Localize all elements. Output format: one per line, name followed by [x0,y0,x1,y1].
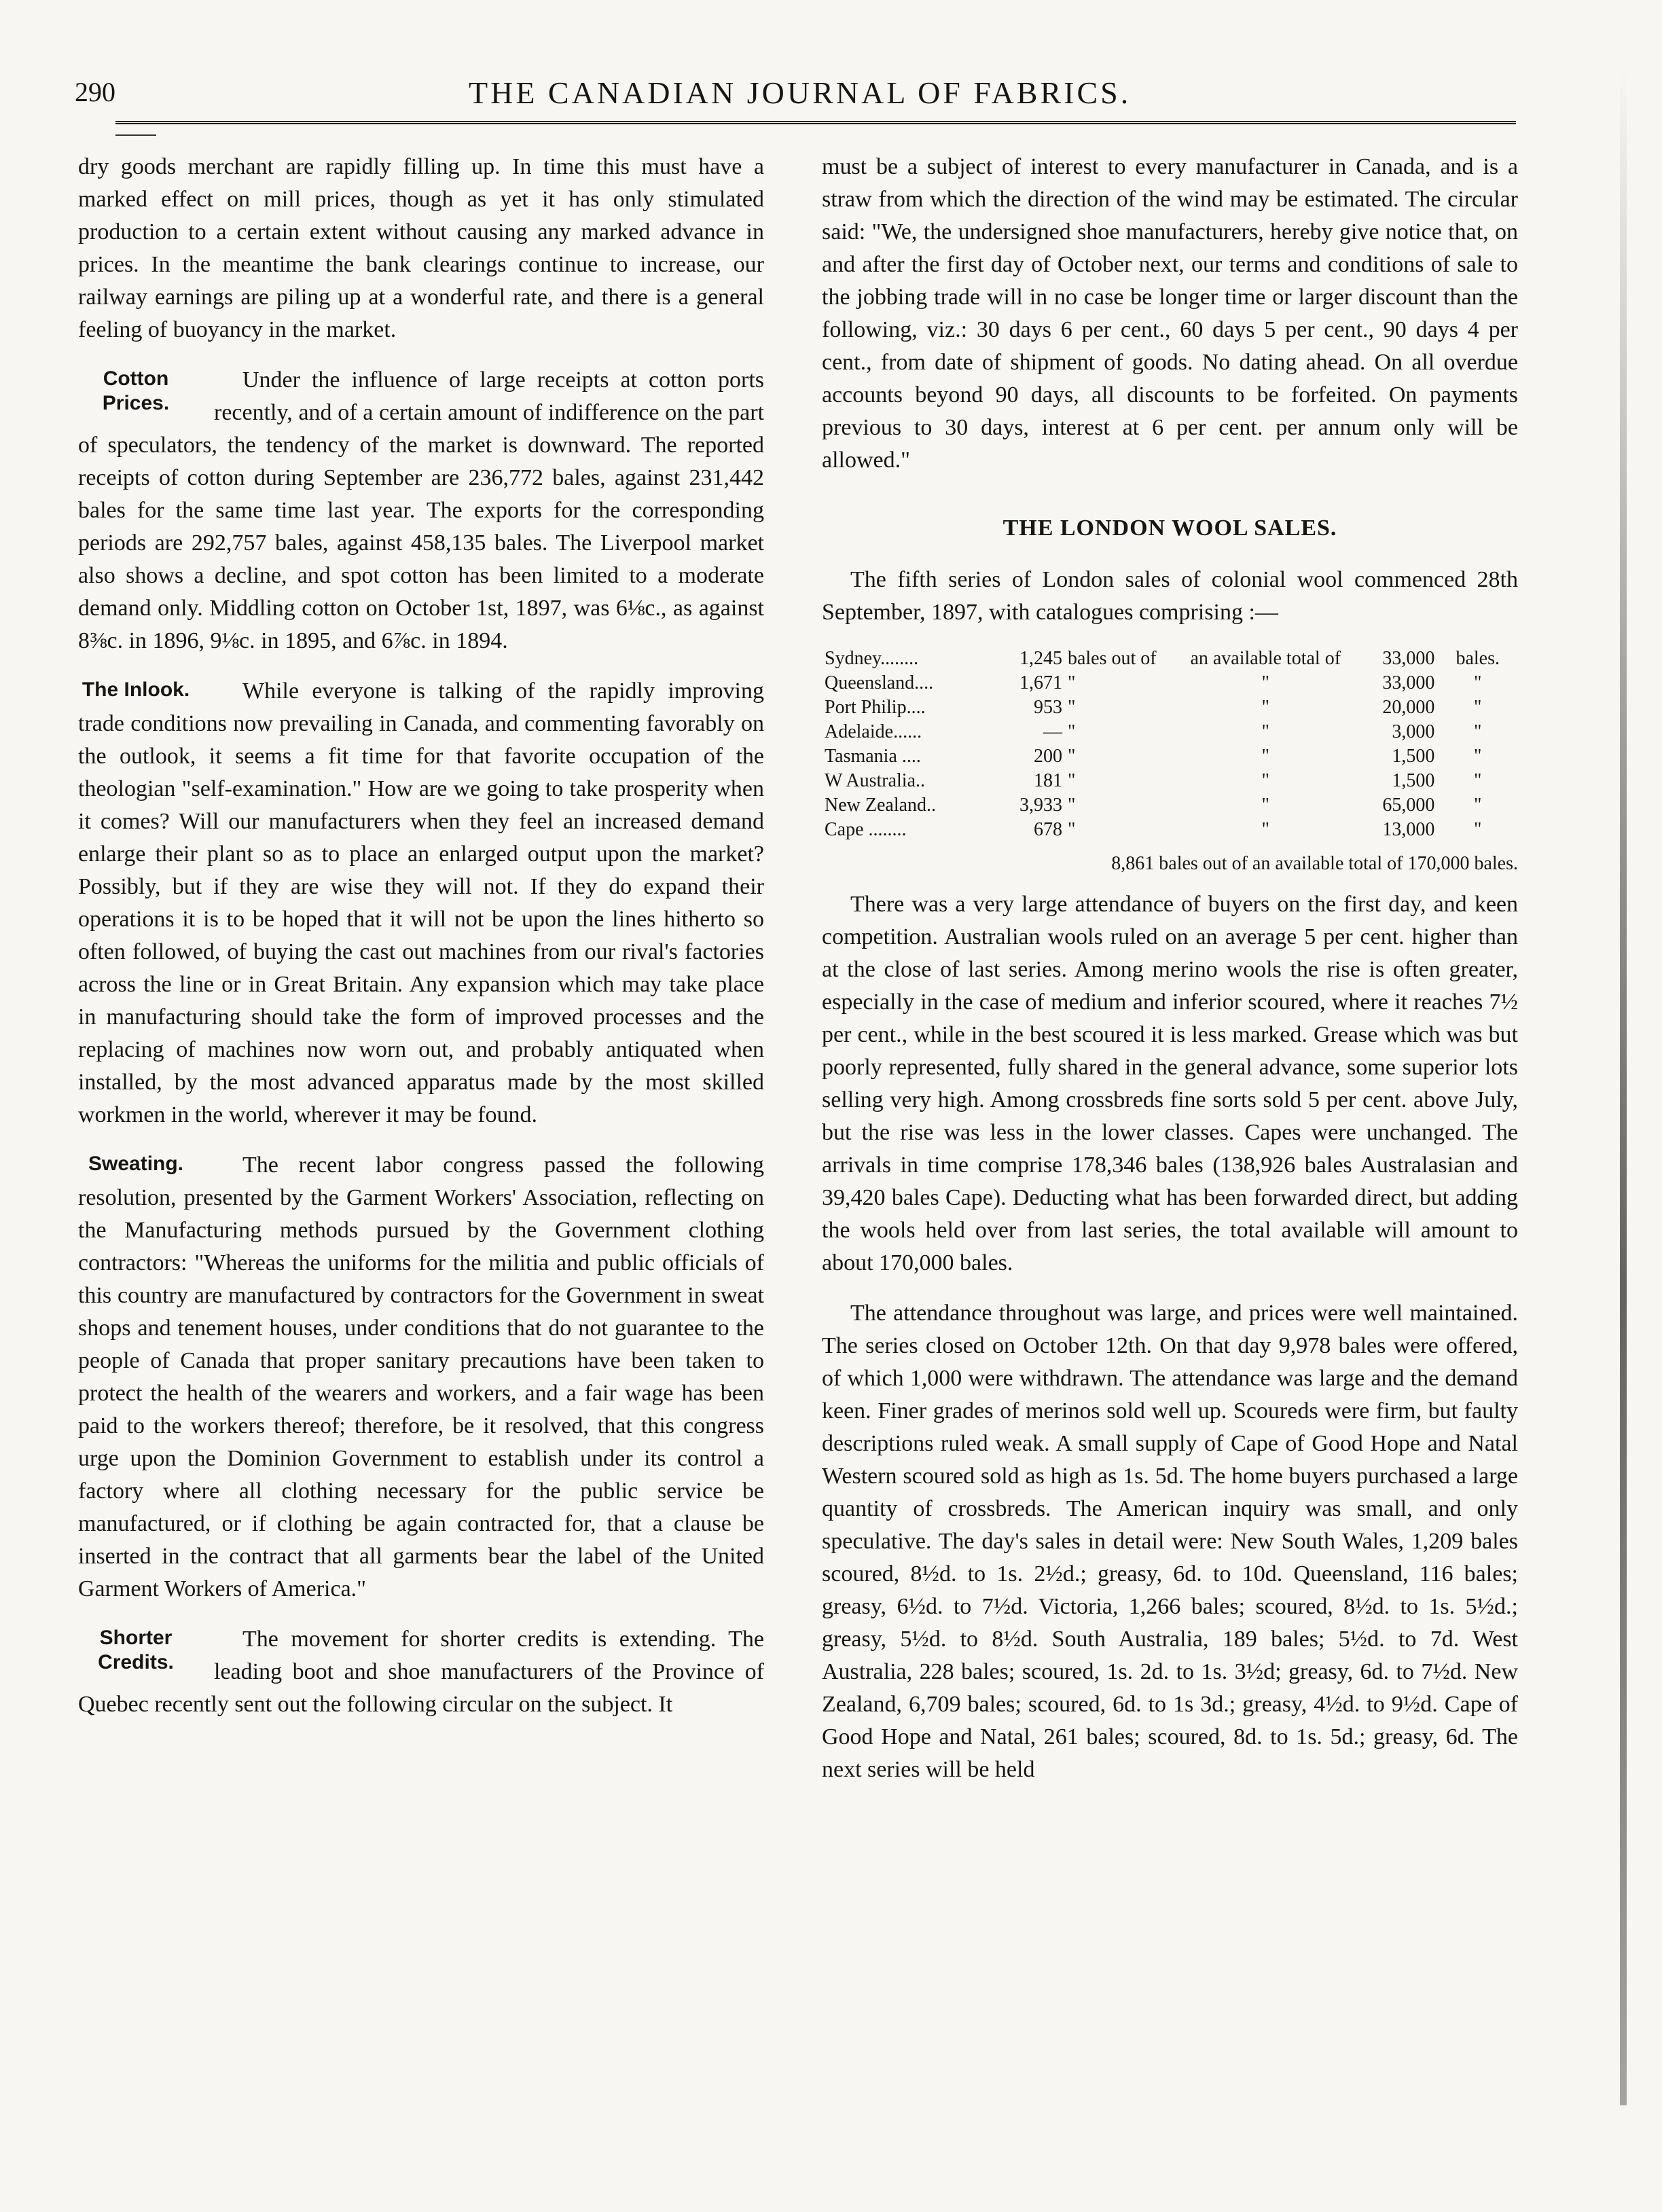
wool-cell-total: 33,000 [1382,672,1435,693]
wool-cell-q2: " [1261,721,1269,742]
wool-cell-total: 13,000 [1382,819,1435,840]
wool-table-row [822,818,1518,842]
left-column [78,151,764,1739]
wool-cell-mid: " [1067,770,1076,791]
wool-paragraph-2: The attendance throughout was large, and prices were well maintained. The series closed on October 12th. On that day 9,978 bales were offered, of which 1,000 were withdrawn. The attendance was large and the demand keen. Finer grades of merinos sold well up. Scoureds were firm, but faulty descriptions ruled weak. A small supply of Cape of Good Hope and Natal Western scoured sold as high as 1s. 5d. The home buyers purchased a large quantity of crossbreds. The American inquiry was small, and only speculative. The day's sales in detail were: New South Wales, 1,209 bales scoured, 8½d. to 1s. 2½d.; greasy, 6d. to 10d. Queensland, 116 bales; greasy, 6½d. to 7½d. Victoria, 1,266 bales; scoured, 8½d. to 1s. 5½d.; greasy, 5½d. to 8½d. South Australia, 189 bales; 5½d. to 7d. West Australia, 228 bales; scoured, 1s. 2d. to 1s. 3½d; greasy, 6d. to 7½d. New Zealand, 6,709 bales; scoured, 6d. to 1s 3d.; greasy, 4½d. to 9½d. Cape of Good Hope and Natal, 261 bales; scoured, 8d. to 1s. 5d.; greasy, 6d. The next series will be held [822,1301,1518,1782]
wool-cell-bales: — [1043,721,1062,742]
cotton-prices-text: Under the influence of large receipts at cotton ports recently, and of a certain amount of indifference on the part of speculators, the tendency of the market is downward. The reported receipts of cotton during September are 236,772 bales, against 231,442 bales for the same time last year. The exports for the corresponding periods are 292,757 bales, against 458,135 bales. The Liverpool market also shows a decline, and spot cotton has been limited to a moderate demand only. Middling cotton on October 1st, 1897, was 6⅛c., as against 8⅜c. in 1896, 9⅛c. in 1895, and 6⅞c. in 1894. [78,367,764,653]
wool-cell-total: 20,000 [1382,697,1435,718]
wool-cell-q2: " [1261,697,1269,718]
wool-cell-mid: bales out of [1067,648,1157,669]
wool-cell-mid: " [1067,672,1076,693]
wool-cell-total: 3,000 [1392,721,1435,742]
wool-table-row [822,793,1518,818]
wool-cell-unit: " [1473,819,1482,840]
wool-cell-place: Cape ........ [825,819,907,840]
wool-cell-unit: " [1473,795,1482,816]
wool-cell-mid: " [1067,721,1076,742]
wool-table-row [822,720,1518,744]
wool-cell-bales: 678 [1033,819,1062,840]
wool-cell-q2: " [1261,746,1269,767]
wool-cell-unit: " [1473,746,1482,767]
wool-cell-q2: " [1261,795,1269,816]
header-rule [115,121,1516,124]
wool-cell-total: 65,000 [1382,795,1435,816]
shorter-credits-section [78,1623,764,1721]
wool-table-row [822,769,1518,793]
inlook-text: While everyone is talking of the rapidly improving trade conditions now prevailing in Canada, and commenting favorably on the outlook, it seems a fit time for that favorite occupation of the theologian "self-examination." How are we going to take prosperity when it comes? Will our manufacturers when they feel an increased demand enlarge their plant so as to place an enlarged output upon the market? Possibly, but if they are wise they will not. If they do expand their operations it is to be hoped that it will not be upon the lines hitherto so often followed, of buying the cast out machines from our rival's factories across the line or in Great Britain. Any expansion which may take place in manufacturing should take the form of improved processes and the replacing of machines now worn out, and probably antiquated when installed, by the most advanced apparatus made by the most skilled workmen in the world, wherever it may be found. [78,678,764,1127]
right-column [822,151,1518,1804]
wool-cell-total: 1,500 [1392,770,1435,791]
wool-cell-place: Port Philip.... [825,697,926,718]
wool-cell-place: Sydney........ [825,648,919,669]
shorter-credits-text: The movement for shorter credits is extending. The leading boot and shoe manufacturers of the Province of Quebec recently sent out the following circular on the subject. It [78,1627,764,1717]
intro-paragraph: dry goods merchant are rapidly filling up. In time this must have a marked effect on mill prices, though as yet it has only stimulated production to a certain extent without causing any marked advance in prices. In the meantime the bank clearings continue to increase, our railway earnings are piling up at a wonderful rate, and there is a general feeling of buoyancy in the market. [78,154,764,342]
wool-cell-place: Queensland.... [825,672,934,693]
wool-paragraph-1: There was a very large attendance of buyers on the first day, and keen competition. Australian wools ruled on an average 5 per cent. higher than at the close of last series. Among merino wools the rise is often greater, especially in the case of medium and inferior scoured, where it reaches 7½ per cent., while in the best scoured it is less marked. Grease which was but poorly represented, fully shared in the general advance, some superior lots selling very high. Among crossbreds fine sorts sold 5 per cent. above July, but the rise was less in the lower classes. Capes were unchanged. The arrivals in time comprise 178,346 bales (138,926 bales Australasian and 39,420 bales Cape). Deducting what has been forwarded direct, but adding the wools held over from last series, the total available will amount to about 170,000 bales. [822,892,1518,1275]
wool-cell-bales: 200 [1033,746,1062,767]
wool-catalogue-table [822,647,1518,842]
wool-cell-unit: " [1473,770,1482,791]
wool-cell-total: 1,500 [1392,746,1435,767]
page-number: 290 [75,77,115,107]
wool-cell-unit: bales. [1456,648,1500,669]
wool-cell-place: Tasmania .... [825,746,921,767]
wool-cell-place: New Zealand.. [825,795,937,816]
wool-cell-place: W Australia.. [825,770,926,791]
wool-cell-unit: " [1473,672,1482,693]
wool-cell-unit: " [1473,721,1482,742]
wool-cell-q2: " [1261,819,1269,840]
wool-cell-q2: an available total of [1190,648,1341,669]
cotton-prices-section [78,364,764,657]
wool-table-row [822,744,1518,769]
wool-table-row [822,647,1518,671]
wool-cell-total: 33,000 [1382,648,1435,669]
wool-cell-mid: " [1067,795,1076,816]
header-rule-short [115,134,156,136]
inlook-section [78,675,764,1131]
cotton-prices-sidenote: Cotton Prices. [102,367,170,414]
wool-cell-mid: " [1067,697,1076,718]
wool-cell-unit: " [1473,697,1482,718]
wool-total: 8,861 bales out of an available total of 170,000 bales. [1111,853,1518,874]
scan-edge-shadow [1620,68,1627,2105]
inlook-sidenote: The Inlook. [82,678,190,701]
wool-cell-bales: 181 [1033,770,1062,791]
sweating-sidenote: Sweating. [88,1153,184,1175]
wool-cell-bales: 1,671 [1019,672,1062,693]
wool-cell-bales: 953 [1033,697,1062,718]
wool-table-row [822,695,1518,720]
sweating-text: The recent labor congress passed the following resolution, presented by the Garment Workers' Association, reflecting on the Manufacturing methods pursued by the Government clothing contractors: "Whereas the uniforms for the militia and public officials of this country are manufactured by contractors for the Government in sweat shops and tenement houses, under conditions that do not guarantee to the people of Canada that proper sanitary precautions have been taken to protect the health of the wearers and workers, and a fair wage has been paid to the workers thereof; therefore, be it resolved, that this congress urge upon the Dominion Government to establish under its control a factory where all clothing necessary for the public service be manufactured, or if clothing be again contracted for, that a clause be inserted in the contract that all garments bear the label of the United Garment Workers of America." [78,1153,764,1601]
wool-cell-q2: " [1261,770,1269,791]
wool-cell-mid: " [1067,819,1076,840]
shorter-credits-sidenote: Shorter Credits. [98,1627,174,1673]
wool-cell-place: Adelaide...... [825,721,922,742]
wool-cell-bales: 3,933 [1019,795,1062,816]
circular-continuation: must be a subject of interest to every manufacturer in Canada, and is a straw from which the direction of the wind may be estimated. The circular said: "We, the undersigned shoe manufacturers, hereby give notice that, on and after the first day of October next, our terms and conditions of sale to the jobbing trade will in no case be longer time or larger discount than the following, viz.: 30 days 6 per cent., 60 days 5 per cent., 90 days 4 per cent., from date of shipment of goods. No dating ahead. On all overdue accounts beyond 90 days, all discounts to be forfeited. On payments previous to 30 days, interest at 6 per cent. per annum only will be allowed." [822,154,1518,473]
wool-sales-heading: THE LONDON WOOL SALES. [1002,515,1337,541]
wool-cell-bales: 1,245 [1019,648,1062,669]
wool-cell-mid: " [1067,746,1076,767]
running-head: THE CANADIAN JOURNAL OF FABRICS. [469,75,1132,110]
wool-cell-q2: " [1261,672,1269,693]
wool-table-row [822,671,1518,695]
sweating-section [78,1149,764,1606]
wool-intro: The fifth series of London sales of colonial wool commenced 28th September, 1897, with catalogues comprising :— [822,567,1518,625]
